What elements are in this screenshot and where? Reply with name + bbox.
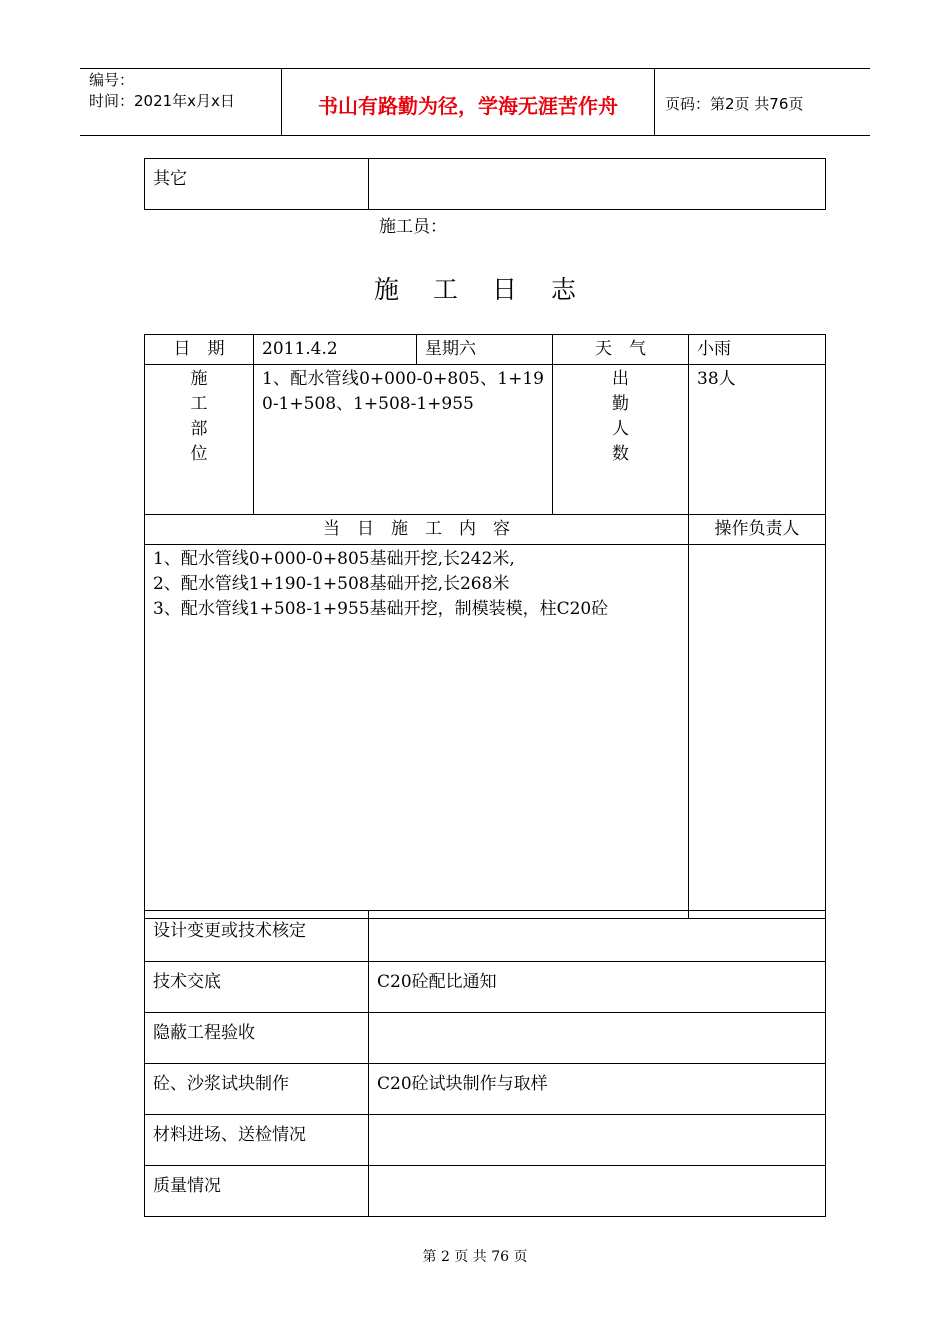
weekday-value: 星期六 bbox=[417, 335, 553, 365]
document-number-label: 编号： bbox=[89, 71, 135, 89]
content-line: 3、配水管线1+508-1+955基础开挖，制模装模，柱C20砼 bbox=[153, 599, 609, 619]
location-value: 1、配水管线0+000-0+805、1+190-1+508、1+508-1+955 bbox=[254, 365, 553, 515]
record-label: 质量情况 bbox=[145, 1166, 369, 1217]
records-table bbox=[144, 910, 826, 1217]
content-body bbox=[145, 545, 689, 919]
content-line: 1、配水管线0+000-0+805基础开挖,长242米, bbox=[153, 549, 515, 569]
date-label: 日 期 bbox=[145, 335, 254, 365]
page-title: 施工日志 bbox=[373, 275, 610, 304]
attendance-label-char: 勤 bbox=[612, 394, 629, 414]
record-label: 材料进场、送检情况 bbox=[145, 1115, 369, 1166]
record-value bbox=[369, 1166, 826, 1217]
date-value: 2011.4.2 bbox=[254, 335, 417, 365]
record-value bbox=[369, 911, 826, 962]
record-label: 技术交底 bbox=[145, 962, 369, 1013]
record-value: C20砼配比通知 bbox=[369, 962, 826, 1013]
attendance-label-char: 数 bbox=[612, 444, 629, 464]
location-label-char: 位 bbox=[190, 444, 208, 464]
attendance-label-char: 人 bbox=[612, 419, 629, 439]
worker-label: 施工员： bbox=[379, 217, 447, 237]
header-meta bbox=[89, 70, 235, 112]
log-table bbox=[144, 334, 826, 919]
header-divider-right bbox=[654, 68, 655, 136]
location-label bbox=[145, 365, 254, 515]
other-table bbox=[144, 158, 826, 210]
other-label: 其它 bbox=[145, 159, 369, 210]
weather-label: 天 气 bbox=[553, 335, 689, 365]
page-footer: 第 2 页 共 76 页 bbox=[422, 1249, 528, 1265]
other-value bbox=[369, 159, 826, 210]
header-top-rule bbox=[80, 68, 870, 69]
attendance-value: 38人 bbox=[689, 365, 826, 515]
record-label: 砼、沙浆试块制作 bbox=[145, 1064, 369, 1115]
content-line: 2、配水管线1+190-1+508基础开挖,长268米 bbox=[153, 574, 510, 594]
location-label-char: 施 bbox=[190, 369, 208, 389]
record-label: 隐蔽工程验收 bbox=[145, 1013, 369, 1064]
header-motto: 书山有路勤为径，学海无涯苦作舟 bbox=[318, 94, 618, 118]
record-label: 设计变更或技术核定 bbox=[145, 911, 369, 962]
document-time-label: 时间：2021年x月x日 bbox=[89, 92, 235, 110]
weather-value: 小雨 bbox=[689, 335, 826, 365]
content-header: 当 日 施 工 内 容 bbox=[145, 515, 689, 545]
record-value bbox=[369, 1115, 826, 1166]
attendance-label-char: 出 bbox=[612, 369, 629, 389]
location-label-char: 部 bbox=[190, 419, 208, 439]
operator-value bbox=[689, 545, 826, 919]
header-bottom-rule bbox=[80, 135, 870, 136]
record-value: C20砼试块制作与取样 bbox=[369, 1064, 826, 1115]
attendance-label bbox=[553, 365, 689, 515]
header-page-code: 页码：第2页 共76页 bbox=[665, 95, 804, 113]
operator-header: 操作负责人 bbox=[689, 515, 826, 545]
record-value bbox=[369, 1013, 826, 1064]
location-label-char: 工 bbox=[190, 394, 208, 414]
